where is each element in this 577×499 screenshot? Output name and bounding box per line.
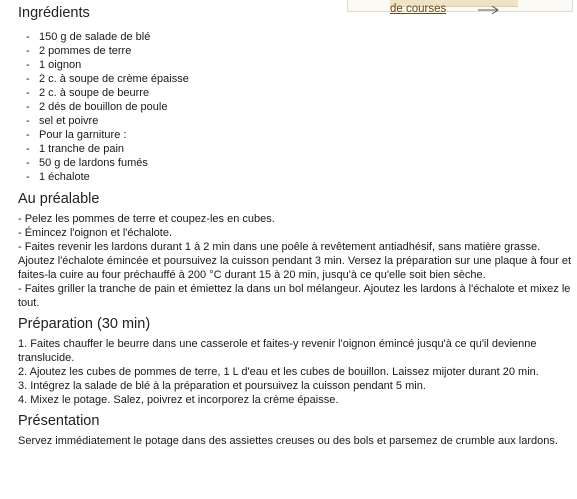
prealable-text <box>18 212 573 310</box>
ingredient-item: - sel et poivre <box>26 114 573 128</box>
ingredient-item: - Pour la garniture : <box>26 128 573 142</box>
ingredients-heading: Ingrédients <box>18 5 90 21</box>
presentation-text <box>18 434 573 448</box>
ingredient-item: - 2 c. à soupe de crème épaisse <box>26 72 573 86</box>
prealable-step: - Émincez l'oignon et l'échalote. <box>18 227 173 239</box>
ingredient-item: - 1 tranche de pain <box>26 142 573 156</box>
ingredient-item: - 2 c. à soupe de beurre <box>26 86 573 100</box>
ingredient-item: - 1 échalote <box>26 170 573 184</box>
preparation-step: 1. Faites chauffer le beurre dans une casserole et faites-y revenir l'oignon émincé jusqu'à ce qu'il devienne translucide. <box>18 338 537 364</box>
presentation-step: Servez immédiatement le potage dans des assiettes creuses ou des bols et parsemez de crumble aux lardons. <box>18 435 558 447</box>
prealable-heading: Au préalable <box>18 191 100 207</box>
shopping-list-link[interactable]: de courses <box>390 3 447 15</box>
preparation-step: 2. Ajoutez les cubes de pommes de terre, 1 L d'eau et les cubes de bouillon. Laissez mijoter durant 20 min. <box>18 366 539 378</box>
ingredient-item: - 2 pommes de terre <box>26 44 573 58</box>
preparation-heading: Préparation (30 min) <box>18 316 151 332</box>
preparation-step: 4. Mixez le potage. Salez, poivrez et incorporez la crème épaisse. <box>18 394 339 406</box>
recipe-content <box>18 4 573 448</box>
ingredient-item: - 2 dés de bouillon de poule <box>26 100 573 114</box>
ingredient-item: - 1 oignon <box>26 58 573 72</box>
presentation-heading: Présentation <box>18 413 100 429</box>
ingredient-item: - 150 g de salade de blé <box>26 30 573 44</box>
preparation-text <box>18 337 573 407</box>
ingredients-list <box>26 30 573 184</box>
prealable-step: - Faites griller la tranche de pain et émiettez la dans un bol mélangeur. Ajoutez les lardons à l'échalote et mixez le tout. <box>18 283 571 309</box>
prealable-step: - Pelez les pommes de terre et coupez-les en cubes. <box>18 213 275 225</box>
ingredient-item: - 50 g de lardons fumés <box>26 156 573 170</box>
preparation-step: 3. Intégrez la salade de blé à la préparation et poursuivez la cuisson pendant 5 min. <box>18 380 426 392</box>
prealable-step: - Faites revenir les lardons durant 1 à 2 min dans une poêle à revêtement antiadhésif, sans matière grasse. Ajoutez l'échalote émincée et poursuivez la cuisson pendant 3 min. Versez la préparation sur une plaque à four et faites-la cuire au four préchauffé à 200 °C durant 15 à 20 min, jusqu'à ce qu'elle soit bien sèche. <box>18 241 572 281</box>
